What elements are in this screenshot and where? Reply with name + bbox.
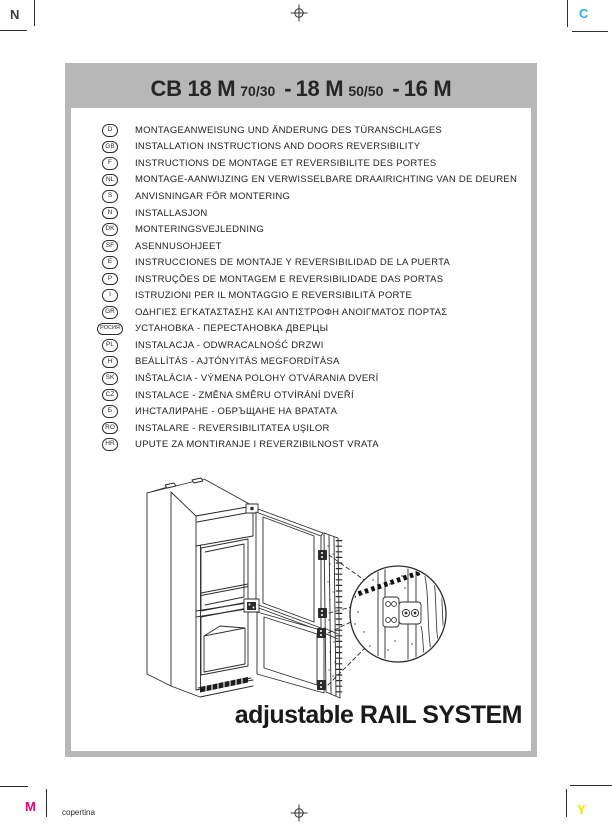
language-label: ИНСТАЛИРАНЕ - ОБРЪЩАНЕ НА ВРАТАТА	[135, 406, 338, 418]
language-label: ASENNUSOHJEET	[135, 240, 222, 252]
language-label: INSTRUCCIONES DE MONTAJE Y REVERSIBILIDAD DE LA PUERTA	[135, 257, 451, 269]
plate-letter-y: Y	[577, 802, 586, 817]
language-code-badge: P	[102, 273, 118, 286]
crop-mark	[46, 789, 47, 817]
crop-mark	[34, 0, 35, 26]
title-separator: -	[284, 76, 292, 101]
language-label: INSTALACE - ZMĚNA SMĚRU OTVÍRÁNÍ DVEŘÍ	[135, 389, 354, 401]
registration-mark-icon	[290, 804, 308, 822]
language-code-badge: D	[102, 124, 118, 137]
plate-letter-n: N	[10, 7, 20, 22]
language-row	[97, 205, 517, 222]
language-code-badge: GR	[102, 306, 119, 319]
model-name: CB 18 M	[150, 76, 236, 101]
language-label: ISTRUZIONI PER IL MONTAGGIO E REVERSIBILITÀ PORTE	[135, 290, 413, 302]
model-ratio: 50/50	[348, 83, 384, 99]
language-code-badge: CZ	[102, 389, 118, 402]
language-code-badge: F	[102, 157, 118, 170]
language-label: INSTRUÇÕES DE MONTAGEM E REVERSIBILIDADE DAS PORTAS	[135, 273, 444, 285]
language-code-badge: GB	[102, 141, 118, 154]
language-code-badge: SK	[102, 372, 118, 385]
language-label: INSTALARE - REVERSIBILITATEA UŞILOR	[135, 422, 330, 434]
language-row	[97, 122, 517, 139]
language-label: INSTALLATION INSTRUCTIONS AND DOORS REVERSIBILITY	[135, 141, 421, 153]
language-code-badge: N	[102, 207, 118, 220]
language-code-badge: S	[102, 190, 118, 203]
language-code-badge: NL	[102, 174, 118, 187]
language-row	[97, 221, 517, 238]
language-label: INSTRUCTIONS DE MONTAGE ET REVERSIBILITE DES PORTES	[135, 157, 437, 169]
crop-mark	[0, 30, 27, 31]
language-row	[97, 287, 517, 304]
language-row	[97, 139, 517, 156]
language-label: BEÁLLÍTÁS - AJTÓNYITÁS MEGFORDÍTÁSA	[135, 356, 340, 368]
language-label: MONTAGE-AANWIJZING EN VERWISSELBARE DRAAIRICHTING VAN DE DEUREN	[135, 174, 518, 186]
registration-mark-icon	[290, 4, 308, 22]
rail-system-caption: adjustable RAIL SYSTEM	[234, 701, 522, 729]
language-code-badge: DK	[102, 223, 118, 236]
language-label: MONTERINGSVEJLEDNING	[135, 224, 265, 236]
language-label: INSTALLASJON	[135, 207, 208, 219]
language-row	[97, 172, 517, 189]
language-code-badge: RO	[102, 422, 119, 435]
crop-mark	[0, 786, 28, 787]
model-title-bar	[71, 69, 531, 108]
fridge-installation-drawing	[140, 476, 525, 711]
language-row	[97, 354, 517, 371]
language-row	[97, 321, 517, 338]
language-list	[97, 122, 517, 453]
title-separator: -	[392, 76, 400, 101]
language-label: ANVISNINGAR FÖR MONTERING	[135, 190, 291, 202]
model-ratio: 70/30	[240, 83, 276, 99]
crop-mark	[570, 785, 612, 786]
language-row	[97, 387, 517, 404]
model-name: 16 M	[403, 76, 452, 101]
plate-letter-m: M	[25, 799, 36, 814]
language-row	[97, 337, 517, 354]
footer-note: copertina	[62, 808, 95, 817]
language-code-badge: E	[102, 256, 118, 269]
language-row	[97, 271, 517, 288]
language-row	[97, 188, 517, 205]
language-row	[97, 403, 517, 420]
language-code-badge: HR	[102, 438, 118, 451]
language-label: УСТАНОВКА - ПЕРЕСТАНОВКА ДВЕРЦЫ	[135, 323, 329, 335]
crop-mark	[566, 789, 567, 817]
language-row	[97, 370, 517, 387]
language-label: INŠTALÁCIA - VÝMENA POLOHY OTVÁRANIA DVERÍ	[135, 372, 379, 384]
language-label: MONTAGEANWEISUNG UND ÄNDERUNG DES TÜRANSCHLAGES	[135, 124, 442, 136]
language-code-badge: SF	[102, 240, 118, 253]
language-row	[97, 238, 517, 255]
crop-mark	[567, 0, 568, 27]
language-row	[97, 304, 517, 321]
language-label: INSTALACJA - ODWRACALNOŚĆ DRZWI	[135, 339, 324, 351]
language-label: ΟΔΗΓΙΕΣ ΕΓΚΑΤΑΣΤΑΣΗΣ ΚΑΙ ΑΝΤΙΣΤΡΟΦΗ ΑΝΟΙΓΜΑΤΟΣ ΠΟΡΤΑΣ	[135, 306, 448, 318]
crop-mark	[572, 31, 608, 32]
language-code-badge: H	[102, 356, 118, 369]
language-code-badge: PL	[102, 339, 118, 352]
model-name: 18 M	[295, 76, 344, 101]
language-label: UPUTE ZA MONTIRANJE I REVERZIBILNOST VRATA	[135, 439, 379, 451]
language-row	[97, 420, 517, 437]
language-row	[97, 155, 517, 172]
language-code-badge: Б	[102, 405, 118, 418]
language-code-badge: РОСИЯ	[97, 323, 123, 336]
language-code-badge: I	[102, 289, 118, 302]
plate-letter-c: C	[579, 6, 589, 21]
language-row	[97, 254, 517, 271]
language-row	[97, 436, 517, 453]
